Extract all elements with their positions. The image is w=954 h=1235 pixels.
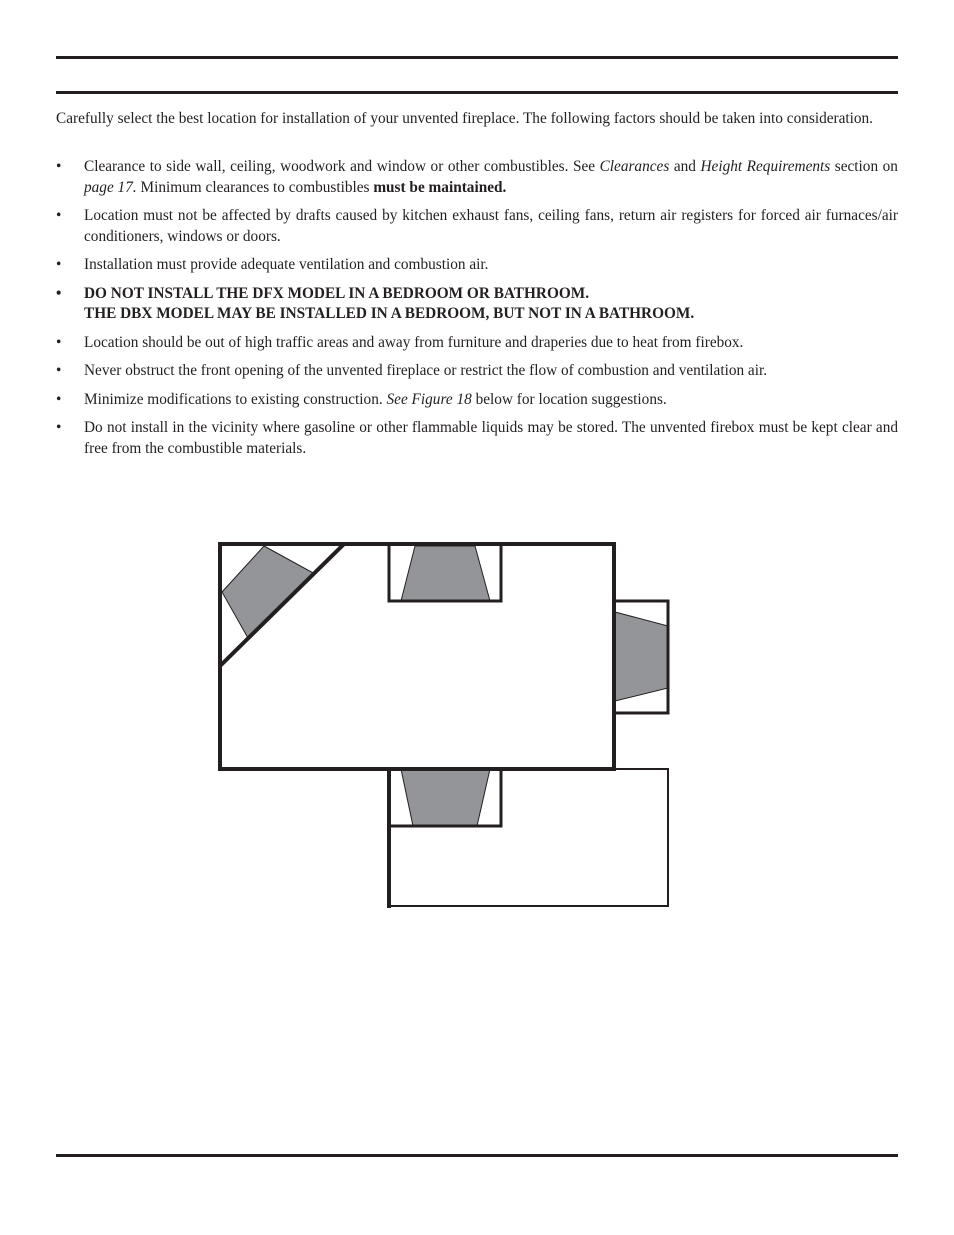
bullet-text: Location should be out of high traffic areas and away from furniture and draperies due to heat from firebox.: [84, 333, 744, 351]
bullet-dot: •: [56, 333, 62, 351]
bullet-text: Clearance to side wall, ceiling, woodwork and window or other combustibles. See: [84, 158, 600, 175]
corner-fireplace: [222, 546, 315, 638]
bullet-text: below for location suggestions.: [471, 390, 667, 408]
bullet-dot: •: [56, 207, 62, 224]
footer-rule: [56, 1154, 898, 1157]
bullet-text: Minimize modifications to existing construction.: [84, 390, 387, 408]
emphasis-text: must be maintained.: [373, 178, 507, 196]
clearances-ref: Clearances: [599, 158, 670, 175]
intro-paragraph: Carefully select the best location for installation of your unvented fireplace. The following factors should be taken into consideration.: [56, 110, 874, 127]
warning-text: DO NOT INSTALL THE DFX MODEL IN A BEDROOM OR BATHROOM.: [84, 284, 590, 302]
warning-text: THE DBX MODEL MAY BE INSTALLED IN A BEDROOM, BUT NOT IN A BATHROOM.: [84, 305, 695, 322]
bullet-text: section on: [830, 158, 898, 175]
top-wall-fireplace: [401, 546, 490, 601]
bottom-wall-fireplace: [401, 769, 490, 826]
bullet-text: and: [669, 158, 701, 175]
bullet-dot: •: [56, 158, 62, 175]
bullet-text: Minimum clearances to combustibles: [136, 178, 374, 196]
bullet-dot: •: [56, 419, 62, 436]
bullet-text: Installation must provide adequate ventilation and combustion air.: [84, 256, 489, 273]
bullet-text: Never obstruct the front opening of the unvented fireplace or restrict the flow of combustion and ventilation air.: [84, 362, 768, 379]
bullet-dot: •: [56, 362, 62, 379]
bullet-dot: •: [56, 284, 62, 302]
page-ref: page 17.: [84, 178, 137, 196]
right-wall-fireplace: [615, 612, 668, 701]
height-requirements-ref: Height Requirements: [700, 158, 831, 175]
bullet-dot: •: [56, 256, 62, 273]
bullet-text: Location must not be affected by drafts caused by kitchen exhaust fans, ceiling fans, return air registers for forced air furnaces/air conditioners, windows or doors.: [84, 207, 898, 245]
bullet-text: Do not install in the vicinity where gasoline or other flammable liquids may be stored. The unvented firebox must be kept clear and free from the combustible materials.: [84, 419, 898, 457]
figure-ref: See Figure 18: [386, 390, 472, 408]
bullet-dot: •: [56, 390, 62, 408]
